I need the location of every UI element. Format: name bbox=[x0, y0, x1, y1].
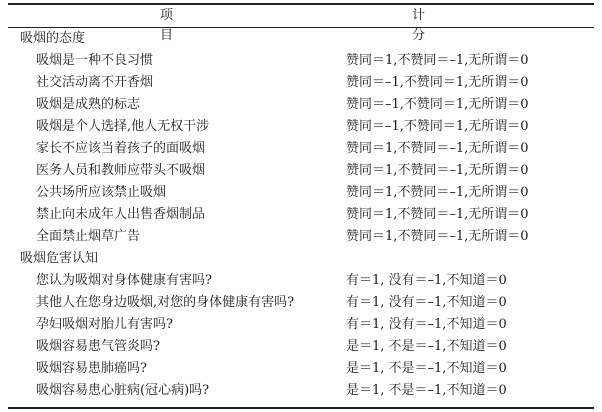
score-cell: 是＝1, 不是＝–1,不知道＝0 bbox=[346, 361, 507, 376]
table-row bbox=[0, 116, 602, 138]
item-cell: 孕妇吸烟对胎儿有害吗? bbox=[36, 317, 173, 332]
table-row bbox=[0, 204, 602, 226]
item-cell: 社交活动离不开香烟 bbox=[36, 75, 154, 90]
score-cell: 有＝1, 没有＝–1,不知道＝0 bbox=[346, 273, 507, 288]
item-cell: 吸烟是个人选择,他人无权干涉 bbox=[36, 119, 210, 134]
table-row bbox=[0, 72, 602, 94]
table-row bbox=[0, 182, 602, 204]
score-cell: 赞同＝1,不赞同＝–1,无所谓＝0 bbox=[346, 141, 529, 156]
item-cell: 全面禁止烟草广告 bbox=[36, 229, 141, 244]
table-row bbox=[0, 160, 602, 182]
table-row bbox=[0, 314, 602, 336]
table-row bbox=[0, 336, 602, 358]
table-row bbox=[0, 226, 602, 248]
score-cell: 是＝1, 不是＝–1,不知道＝0 bbox=[346, 339, 507, 354]
score-cell: 赞同＝1,不赞同＝–1,无所谓＝0 bbox=[346, 229, 529, 244]
item-column-header: 项 目 bbox=[160, 8, 202, 43]
item-cell: 其他人在您身边吸烟,对您的身体健康有害吗? bbox=[36, 295, 295, 310]
score-cell: 是＝1, 不是＝–1,不知道＝0 bbox=[346, 383, 507, 398]
section-header-attitude bbox=[0, 28, 602, 50]
table-row bbox=[0, 270, 602, 292]
section-title: 吸烟的态度 bbox=[20, 31, 86, 46]
score-cell: 赞同＝–1,不赞同＝1,无所谓＝0 bbox=[346, 97, 529, 112]
table-row bbox=[0, 138, 602, 160]
item-cell: 医务人员和教师应带头不吸烟 bbox=[36, 163, 206, 178]
score-cell: 赞同＝–1,不赞同＝1,无所谓＝0 bbox=[346, 119, 529, 134]
score-cell: 赞同＝1,不赞同＝–1,无所谓＝0 bbox=[346, 163, 529, 178]
bottom-rule bbox=[8, 407, 594, 409]
table-row bbox=[0, 380, 602, 402]
item-cell: 吸烟是成熟的标志 bbox=[36, 97, 141, 112]
item-cell: 吸烟容易患心脏病(冠心病)吗? bbox=[36, 383, 210, 398]
item-cell: 家长不应该当着孩子的面吸烟 bbox=[36, 141, 206, 156]
table-row bbox=[0, 292, 602, 314]
section-title: 吸烟危害认知 bbox=[20, 251, 99, 266]
table-row bbox=[0, 358, 602, 380]
item-cell: 您认为吸烟对身体健康有害吗? bbox=[36, 273, 212, 288]
score-cell: 赞同＝1,不赞同＝–1,无所谓＝0 bbox=[346, 185, 529, 200]
score-cell: 有＝1, 没有＝–1,不知道＝0 bbox=[346, 295, 507, 310]
section-header-harm-awareness bbox=[0, 248, 602, 270]
table-row bbox=[0, 94, 602, 116]
item-cell: 吸烟是一种不良习惯 bbox=[36, 53, 154, 68]
top-rule bbox=[8, 3, 594, 5]
score-cell: 赞同＝1,不赞同＝–1,无所谓＝0 bbox=[346, 207, 529, 222]
item-cell: 禁止向未成年人出售香烟制品 bbox=[36, 207, 206, 222]
table-row bbox=[0, 50, 602, 72]
score-cell: 有＝1, 没有＝–1,不知道＝0 bbox=[346, 317, 507, 332]
score-cell: 赞同＝–1,不赞同＝1,无所谓＝0 bbox=[346, 75, 529, 90]
score-cell: 赞同＝1,不赞同＝–1,无所谓＝0 bbox=[346, 53, 529, 68]
item-cell: 吸烟容易患肺癌吗? bbox=[36, 361, 147, 376]
item-cell: 吸烟容易患气管炎吗? bbox=[36, 339, 160, 354]
item-cell: 公共场所应该禁止吸烟 bbox=[36, 185, 167, 200]
score-column-header: 计 分 bbox=[412, 8, 448, 43]
